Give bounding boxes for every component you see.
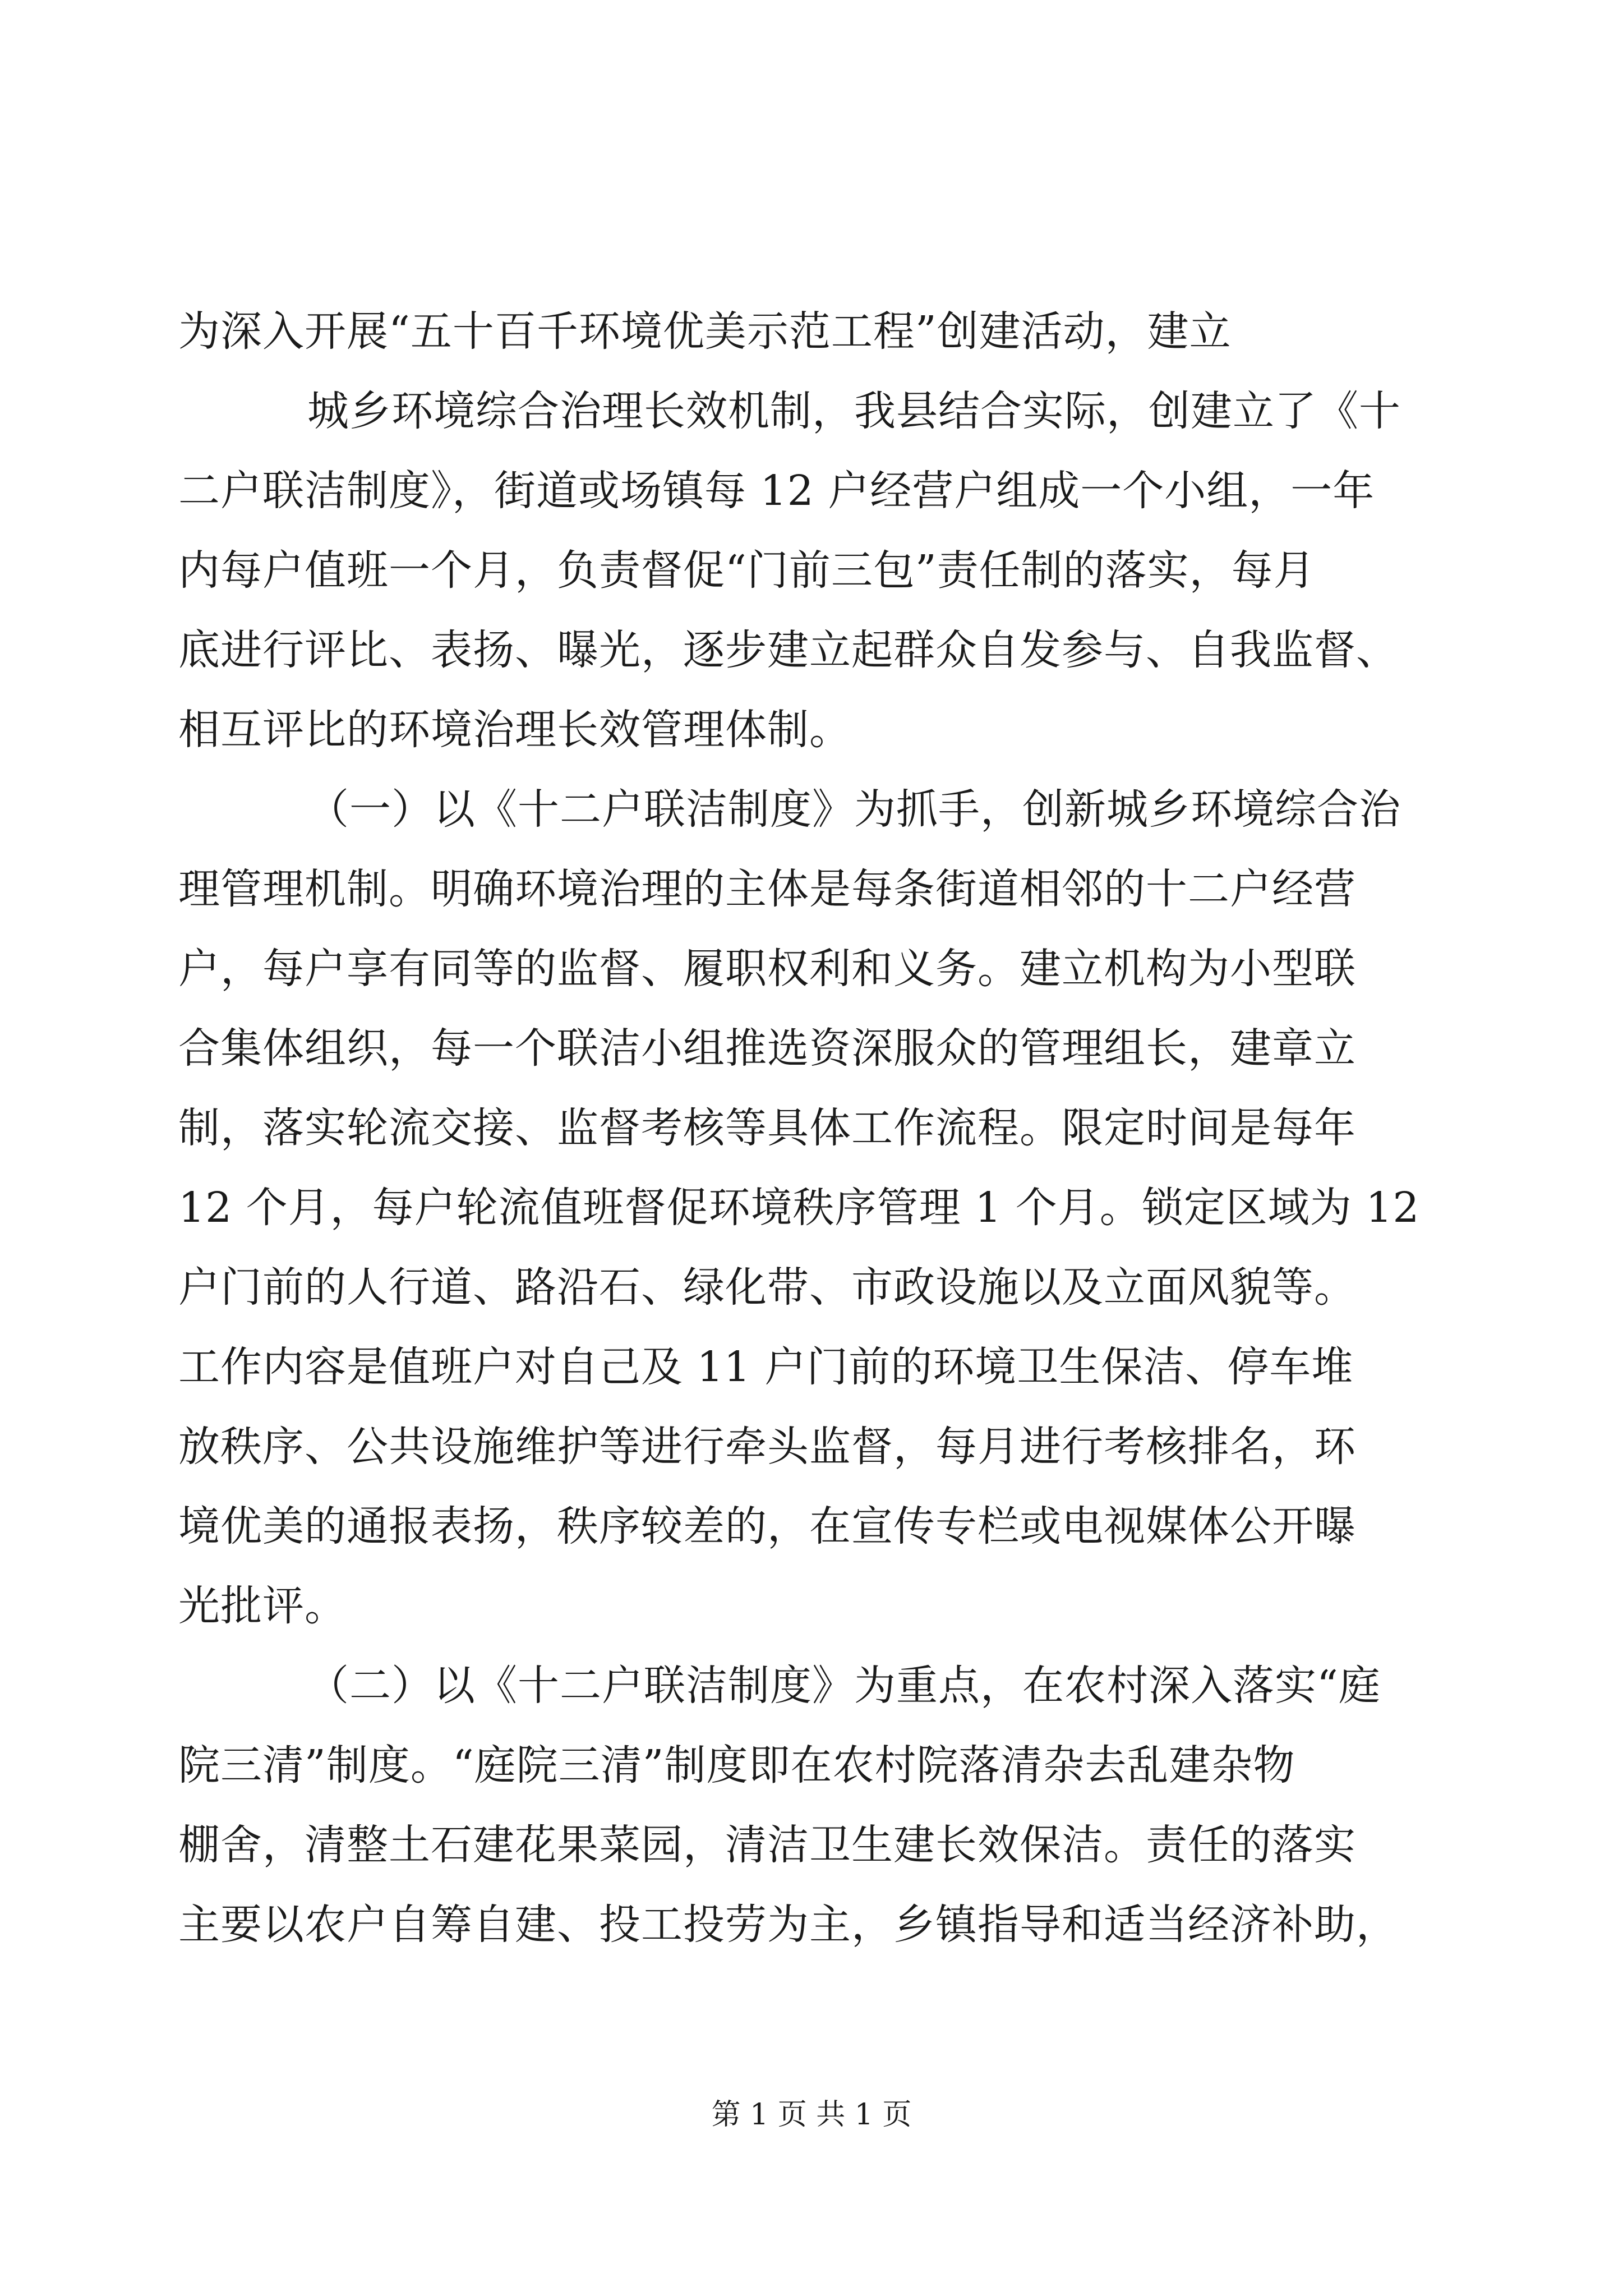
- text-line: 户门前的人行道、路沿石、绿化带、市政设施以及立面风貌等。: [178, 1263, 1356, 1312]
- body-text: [178, 292, 1423, 1964]
- text-line: 制，落实轮流交接、监督考核等具体工作流程。限定时间是每年: [178, 1104, 1356, 1152]
- text-line: 光批评。: [178, 1582, 347, 1630]
- text-line: 放秩序、公共设施维护等进行牵头监督，每月进行考核排名，环: [178, 1423, 1356, 1471]
- text-line: 二户联洁制度》，街道或场镇每 12 户经营户组成一个小组，一年: [178, 467, 1375, 515]
- text-line: （二）以《十二户联洁制度》为重点，在农村深入落实“庭: [307, 1662, 1381, 1710]
- text-line: 12 个月，每户轮流值班督促环境秩序管理 1 个月。锁定区域为 12: [178, 1184, 1420, 1232]
- text-line: 棚舍，清整土石建花果菜园，清洁卫生建长效保洁。责任的落实: [178, 1821, 1356, 1869]
- text-line: 理管理机制。明确环境治理的主体是每条街道相邻的十二户经营: [178, 865, 1356, 913]
- text-line: 为深入开展“五十百千环境优美示范工程”创建活动，建立: [178, 307, 1232, 356]
- page-footer: [0, 2095, 1623, 2134]
- text-line: 合集体组织，每一个联洁小组推选资深服众的管理组长，建章立: [178, 1024, 1356, 1073]
- text-line: 工作内容是值班户对自己及 11 户门前的环境卫生保洁、停车堆: [178, 1343, 1354, 1391]
- text-line: （一）以《十二户联洁制度》为抓手，创新城乡环境综合治: [307, 785, 1401, 834]
- text-line: 主要以农户自筹自建、投工投劳为主，乡镇指导和适当经济补助，: [178, 1901, 1398, 1949]
- page-number: 第 1 页 共 1 页: [711, 2098, 912, 2132]
- text-line: 境优美的通报表扬，秩序较差的，在宣传专栏或电视媒体公开曝: [178, 1502, 1356, 1550]
- text-line: 相互评比的环境治理长效管理体制。: [178, 706, 851, 754]
- text-line: 城乡环境综合治理长效机制，我县结合实际，创建立了《十: [307, 387, 1401, 435]
- text-line: 户，每户享有同等的监督、履职权利和义务。建立机构为小型联: [178, 945, 1356, 993]
- text-line: 院三清”制度。“庭院三清”制度即在农村院落清杂去乱建杂物: [178, 1741, 1295, 1789]
- text-line: 内每户值班一个月，负责督促“门前三包”责任制的落实，每月: [178, 546, 1316, 595]
- text-line: 底进行评比、表扬、曝光，逐步建立起群众自发参与、自我监督、: [178, 626, 1398, 674]
